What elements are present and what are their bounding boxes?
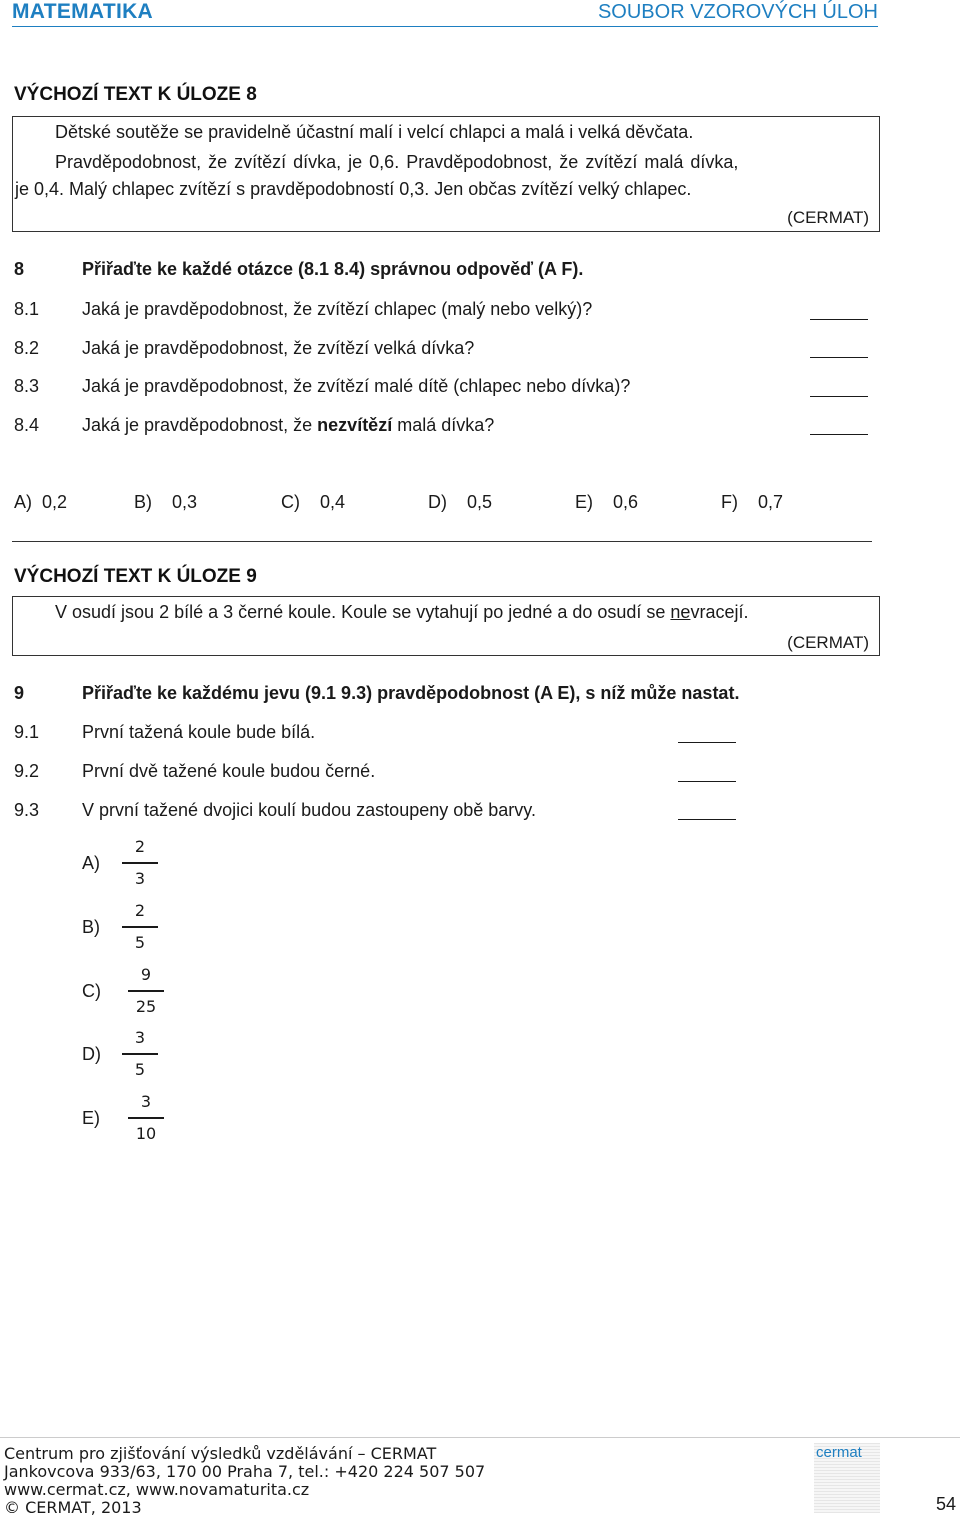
option-9-a-denominator: 3	[134, 868, 146, 888]
option-8-d	[428, 492, 492, 513]
section-9-text-end: vracejí.	[690, 602, 749, 622]
option-9-e-label: E)	[82, 1108, 100, 1128]
task-separator	[12, 541, 872, 542]
option-8-b-label: B)	[134, 492, 152, 512]
header-divider	[12, 26, 878, 27]
answer-blank-9-1[interactable]	[678, 742, 736, 743]
task-8-number: 8	[14, 259, 25, 279]
option-8-f-label: F)	[721, 492, 738, 512]
task-8-heading: Přiřaďte ke každé otázce (8.1 8.4) správnou odpověď (A F).	[82, 259, 584, 279]
option-9-b-label: B)	[82, 917, 100, 937]
option-9-e-numerator: 3	[140, 1092, 152, 1111]
question-8-4-text-start: Jaká je pravděpodobnost, že	[82, 415, 318, 435]
option-9-d-label: D)	[82, 1044, 101, 1064]
section-8-source: (CERMAT)	[787, 208, 869, 227]
task-9-heading: Přiřaďte ke každému jevu (9.1 9.3) pravděpodobnost (A E), s níž může nastat.	[82, 683, 740, 703]
option-9-a-label: A)	[82, 853, 100, 873]
section-9-text	[55, 598, 748, 627]
option-9-c-denominator: 25	[135, 996, 157, 1016]
fraction-bar	[128, 1117, 164, 1119]
task-9-number: 9	[14, 683, 25, 703]
option-9-c-numerator: 9	[140, 965, 152, 984]
option-8-b	[134, 492, 197, 513]
question-8-1-text: Jaká je pravděpodobnost, že zvítězí chlapec (malý nebo velký)?	[82, 299, 593, 319]
header-collection-title: SOUBOR VZOROVÝCH ÚLOH	[597, 1, 878, 23]
section-8-line-3: je 0,4. Malý chlapec zvítězí s pravděpodobností 0,3. Jen občas zvítězí velký chlapec.	[15, 179, 692, 199]
footer-divider	[0, 1437, 960, 1438]
answer-blank-8-1[interactable]	[810, 319, 868, 320]
question-8-4-number: 8.4	[14, 415, 40, 435]
question-8-2-number: 8.2	[14, 338, 40, 358]
question-8-4-text	[82, 415, 494, 436]
option-9-d-denominator: 5	[134, 1059, 146, 1079]
section-8-title: VÝCHOZÍ TEXT K ÚLOZE 8	[14, 84, 257, 105]
answer-blank-8-3[interactable]	[810, 396, 868, 397]
cermat-logo-text: cermat	[816, 1444, 862, 1461]
fraction-bar	[122, 926, 158, 928]
answer-blank-9-2[interactable]	[678, 781, 736, 782]
section-9-text-start: V osudí jsou 2 bílé a 3 černé koule. Koule se vytahují po jedné a do osudí se	[55, 602, 671, 622]
section-8-line-2: Pravděpodobnost, že zvítězí dívka, je 0,6. Pravděpodobnost, že zvítězí malá dívka,	[55, 152, 739, 172]
question-8-2-text: Jaká je pravděpodobnost, že zvítězí velká dívka?	[82, 338, 475, 358]
section-9-underlined: ne	[670, 602, 691, 622]
section-9-text-box	[12, 596, 880, 656]
footer-institution: Centrum pro zjišťování výsledků vzdělávání – CERMAT	[4, 1444, 437, 1463]
question-8-3-number: 8.3	[14, 376, 40, 396]
option-9-b-fraction	[120, 900, 160, 954]
option-8-d-value: 0,5	[467, 492, 493, 512]
footer-websites: www.cermat.cz, www.novamaturita.cz	[4, 1480, 310, 1499]
fraction-bar	[128, 990, 164, 992]
question-8-3-text: Jaká je pravděpodobnost, že zvítězí malé dítě (chlapec nebo dívka)?	[82, 376, 631, 396]
question-9-2-number: 9.2	[14, 761, 40, 781]
page-number: 54	[935, 1494, 956, 1514]
section-8-text-box	[12, 116, 880, 232]
option-9-a-numerator: 2	[134, 837, 146, 856]
question-8-4-emphasis: nezvítězí	[317, 415, 393, 435]
question-9-2-text: První dvě tažené koule budou černé.	[82, 761, 376, 781]
option-8-c	[281, 492, 345, 513]
option-8-e-value: 0,6	[613, 492, 639, 512]
question-9-3-text: V první tažené dvojici koulí budou zastoupeny obě barvy.	[82, 800, 536, 820]
option-8-e	[575, 492, 638, 513]
section-9-source: (CERMAT)	[787, 633, 869, 652]
option-9-c-fraction	[126, 964, 166, 1018]
option-8-f	[721, 492, 783, 513]
option-9-a-fraction	[120, 836, 160, 890]
fraction-bar	[122, 1053, 158, 1055]
option-8-a-value: 0,2	[42, 492, 68, 512]
section-9-title: VÝCHOZÍ TEXT K ÚLOZE 9	[14, 566, 257, 587]
option-8-d-label: D)	[428, 492, 447, 512]
answer-blank-8-4[interactable]	[810, 434, 868, 435]
footer-address: Jankovcova 933/63, 170 00 Praha 7, tel.: +420 224 507 507	[4, 1462, 486, 1481]
footer-copyright: © CERMAT, 2013	[4, 1498, 142, 1517]
option-9-e-fraction	[126, 1091, 166, 1145]
header-subject: MATEMATIKA	[12, 0, 154, 23]
option-9-b-numerator: 2	[134, 901, 146, 920]
question-9-1-text: První tažená koule bude bílá.	[82, 722, 316, 742]
option-8-c-label: C)	[281, 492, 300, 512]
option-9-c-label: C)	[82, 981, 101, 1001]
question-9-1-number: 9.1	[14, 722, 40, 742]
option-8-e-label: E)	[575, 492, 593, 512]
question-8-4-text-end: malá dívka?	[392, 415, 495, 435]
option-9-e-denominator: 10	[135, 1123, 157, 1143]
option-9-b-denominator: 5	[134, 932, 146, 952]
answer-blank-9-3[interactable]	[678, 819, 736, 820]
answer-blank-8-2[interactable]	[810, 357, 868, 358]
option-9-d-numerator: 3	[134, 1028, 146, 1047]
option-9-d-fraction	[120, 1027, 160, 1081]
option-8-c-value: 0,4	[320, 492, 346, 512]
fraction-bar	[122, 862, 158, 864]
section-8-line-1: Dětské soutěže se pravidelně účastní malí i velcí chlapci a malá i velká děvčata.	[55, 122, 694, 142]
option-8-a	[14, 492, 67, 513]
option-8-b-value: 0,3	[172, 492, 198, 512]
option-8-f-value: 0,7	[758, 492, 784, 512]
option-8-a-label: A)	[14, 492, 32, 512]
question-8-1-number: 8.1	[14, 299, 40, 319]
question-9-3-number: 9.3	[14, 800, 40, 820]
